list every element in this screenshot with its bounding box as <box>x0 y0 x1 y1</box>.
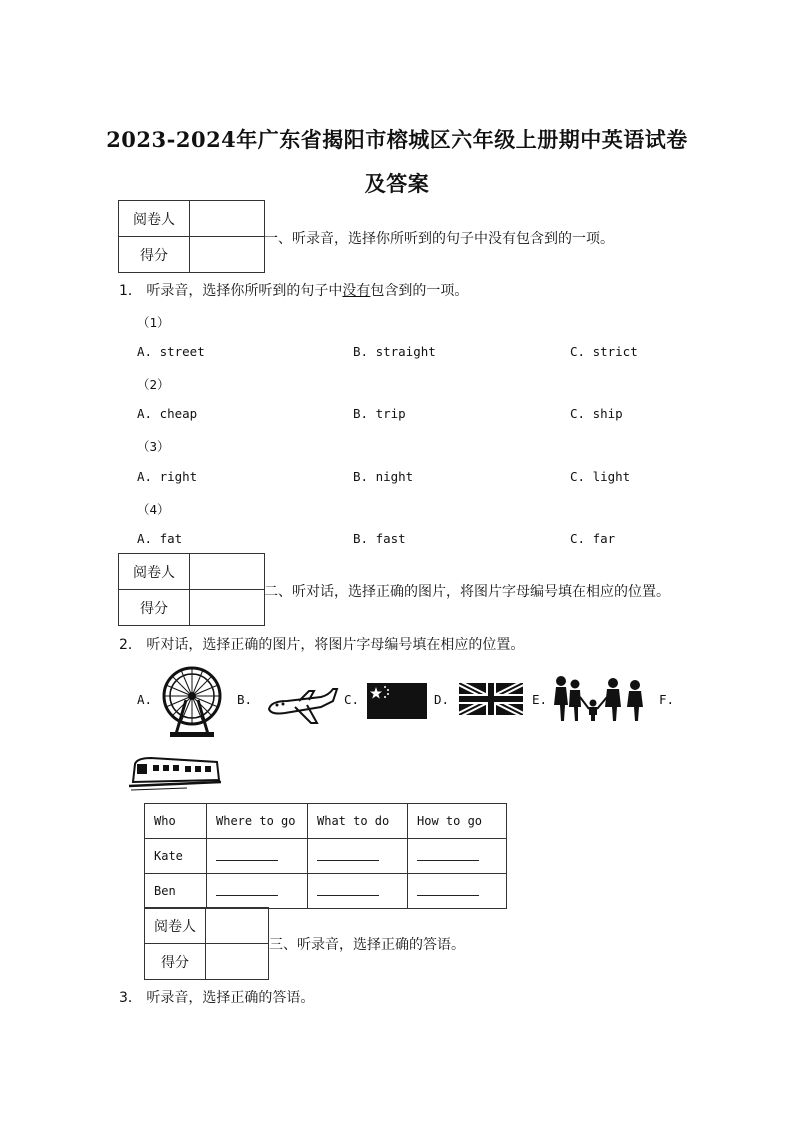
picture-label-b: B. <box>237 692 253 707</box>
score-cell[interactable] <box>206 944 269 980</box>
section-heading-1: 一、听录音，选择你所听到的句子中没有包含到的一项。 <box>264 231 614 247</box>
item-number: （3） <box>137 439 170 454</box>
option-c[interactable]: C. strict <box>570 344 638 359</box>
option-a[interactable]: A. right <box>137 469 198 484</box>
picture-label-f: F. <box>659 692 675 707</box>
reviewer-label: 阅卷人 <box>145 908 206 944</box>
answer-blank[interactable] <box>207 839 308 874</box>
plan-table <box>144 803 507 909</box>
option-c[interactable]: C. ship <box>570 406 623 421</box>
header-who: Who <box>145 804 207 839</box>
option-a[interactable]: A. cheap <box>137 406 198 421</box>
uk-flag-icon[interactable] <box>459 683 523 715</box>
picture-label-a: A. <box>137 692 153 707</box>
question-1 <box>119 280 468 300</box>
reviewer-cell[interactable] <box>206 908 269 944</box>
option-b[interactable]: B. fast <box>353 531 406 546</box>
score-label: 得分 <box>119 237 190 273</box>
page-title: 2023-2024年广东省揭阳市榕城区六年级上册期中英语试卷 <box>106 127 688 152</box>
score-box <box>118 553 265 626</box>
option-b[interactable]: B. trip <box>353 406 406 421</box>
question-underlined: 没有 <box>342 283 371 299</box>
china-flag-icon[interactable] <box>367 683 427 719</box>
question-text: 听录音，选择你所听到的句子中 <box>146 283 343 299</box>
score-cell[interactable] <box>190 590 265 626</box>
item-number: （4） <box>137 502 170 517</box>
item-number: （2） <box>137 377 170 392</box>
answer-blank[interactable] <box>408 874 507 909</box>
option-a[interactable]: A. street <box>137 344 205 359</box>
section-heading-3: 三、听录音，选择正确的答语。 <box>269 937 465 953</box>
score-box <box>144 907 269 980</box>
option-b[interactable]: B. night <box>353 469 414 484</box>
score-label: 得分 <box>145 944 206 980</box>
reviewer-cell[interactable] <box>190 201 265 237</box>
ferris-wheel-icon[interactable] <box>158 664 226 740</box>
train-icon[interactable] <box>127 756 223 792</box>
question-text-end: 包含到的一项。 <box>370 283 469 299</box>
row-name: Kate <box>145 839 207 874</box>
header-where: Where to go <box>207 804 308 839</box>
answer-blank[interactable] <box>308 839 408 874</box>
table-row <box>145 874 507 909</box>
answer-blank[interactable] <box>207 874 308 909</box>
picture-label-c: C. <box>344 692 360 707</box>
header-how: How to go <box>408 804 507 839</box>
option-c[interactable]: C. far <box>570 531 616 546</box>
item-number: （1） <box>137 315 170 330</box>
header-what: What to do <box>308 804 408 839</box>
score-label: 得分 <box>119 590 190 626</box>
reviewer-label: 阅卷人 <box>119 201 190 237</box>
table-row <box>145 839 507 874</box>
picture-label-e: E. <box>532 692 548 707</box>
option-c[interactable]: C. light <box>570 469 631 484</box>
row-name: Ben <box>145 874 207 909</box>
option-b[interactable]: B. straight <box>353 344 436 359</box>
question-number: 1． <box>119 283 142 299</box>
question-3: 3． 听录音，选择正确的答语。 <box>119 990 315 1006</box>
reviewer-label: 阅卷人 <box>119 554 190 590</box>
option-a[interactable]: A. fat <box>137 531 183 546</box>
page-title-line2: 及答案 <box>364 171 430 196</box>
picture-label-d: D. <box>434 692 450 707</box>
score-cell[interactable] <box>190 237 265 273</box>
answer-blank[interactable] <box>308 874 408 909</box>
answer-blank[interactable] <box>408 839 507 874</box>
airplane-icon[interactable] <box>265 683 339 727</box>
score-box <box>118 200 265 273</box>
section-heading-2: 二、听对话，选择正确的图片，将图片字母编号填在相应的位置。 <box>264 584 670 600</box>
reviewer-cell[interactable] <box>190 554 265 590</box>
question-2: 2． 听对话，选择正确的图片，将图片字母编号填在相应的位置。 <box>119 637 525 653</box>
family-icon[interactable] <box>553 675 653 723</box>
